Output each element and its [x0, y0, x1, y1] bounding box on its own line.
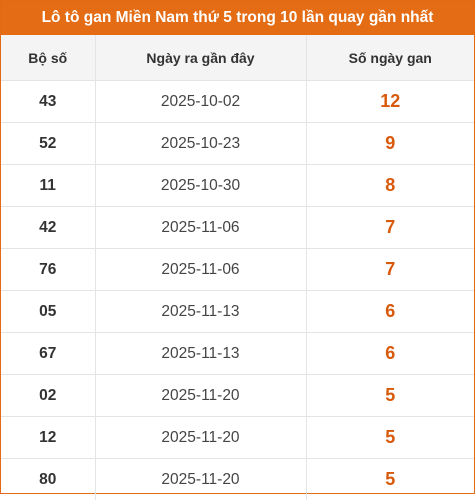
cell-number: 43: [1, 81, 95, 123]
cell-date: 2025-11-13: [95, 333, 306, 375]
cell-number: 67: [1, 333, 95, 375]
table-row: [1, 165, 474, 207]
table-row: [1, 417, 474, 459]
cell-days: 8: [306, 165, 474, 207]
table-row: [1, 375, 474, 417]
cell-days: 5: [306, 375, 474, 417]
table-title: Lô tô gan Miền Nam thứ 5 trong 10 lần quay gần nhất: [1, 1, 474, 35]
cell-days: 6: [306, 333, 474, 375]
table-row: [1, 207, 474, 249]
cell-date: 2025-11-06: [95, 249, 306, 291]
column-header-days: Số ngày gan: [306, 35, 474, 81]
cell-date: 2025-11-20: [95, 459, 306, 500]
cell-number: 76: [1, 249, 95, 291]
cell-number: 52: [1, 123, 95, 165]
table-row: [1, 123, 474, 165]
cell-number: 42: [1, 207, 95, 249]
cell-days: 12: [306, 81, 474, 123]
cell-date: 2025-11-06: [95, 207, 306, 249]
cell-days: 6: [306, 291, 474, 333]
cell-number: 02: [1, 375, 95, 417]
cell-date: 2025-11-13: [95, 291, 306, 333]
table-row: [1, 333, 474, 375]
cell-date: 2025-11-20: [95, 375, 306, 417]
cell-days: 7: [306, 249, 474, 291]
gan-table: [1, 35, 474, 500]
cell-days: 5: [306, 417, 474, 459]
table-row: [1, 81, 474, 123]
cell-days: 7: [306, 207, 474, 249]
cell-number: 12: [1, 417, 95, 459]
cell-date: 2025-10-23: [95, 123, 306, 165]
cell-date: 2025-10-30: [95, 165, 306, 207]
table-header-row: [1, 35, 474, 81]
cell-date: 2025-10-02: [95, 81, 306, 123]
cell-date: 2025-11-20: [95, 417, 306, 459]
cell-number: 11: [1, 165, 95, 207]
table-row: [1, 291, 474, 333]
cell-days: 9: [306, 123, 474, 165]
column-header-date: Ngày ra gần đây: [95, 35, 306, 81]
column-header-number: Bộ số: [1, 35, 95, 81]
cell-number: 80: [1, 459, 95, 500]
table-row: [1, 249, 474, 291]
cell-days: 5: [306, 459, 474, 500]
cell-number: 05: [1, 291, 95, 333]
